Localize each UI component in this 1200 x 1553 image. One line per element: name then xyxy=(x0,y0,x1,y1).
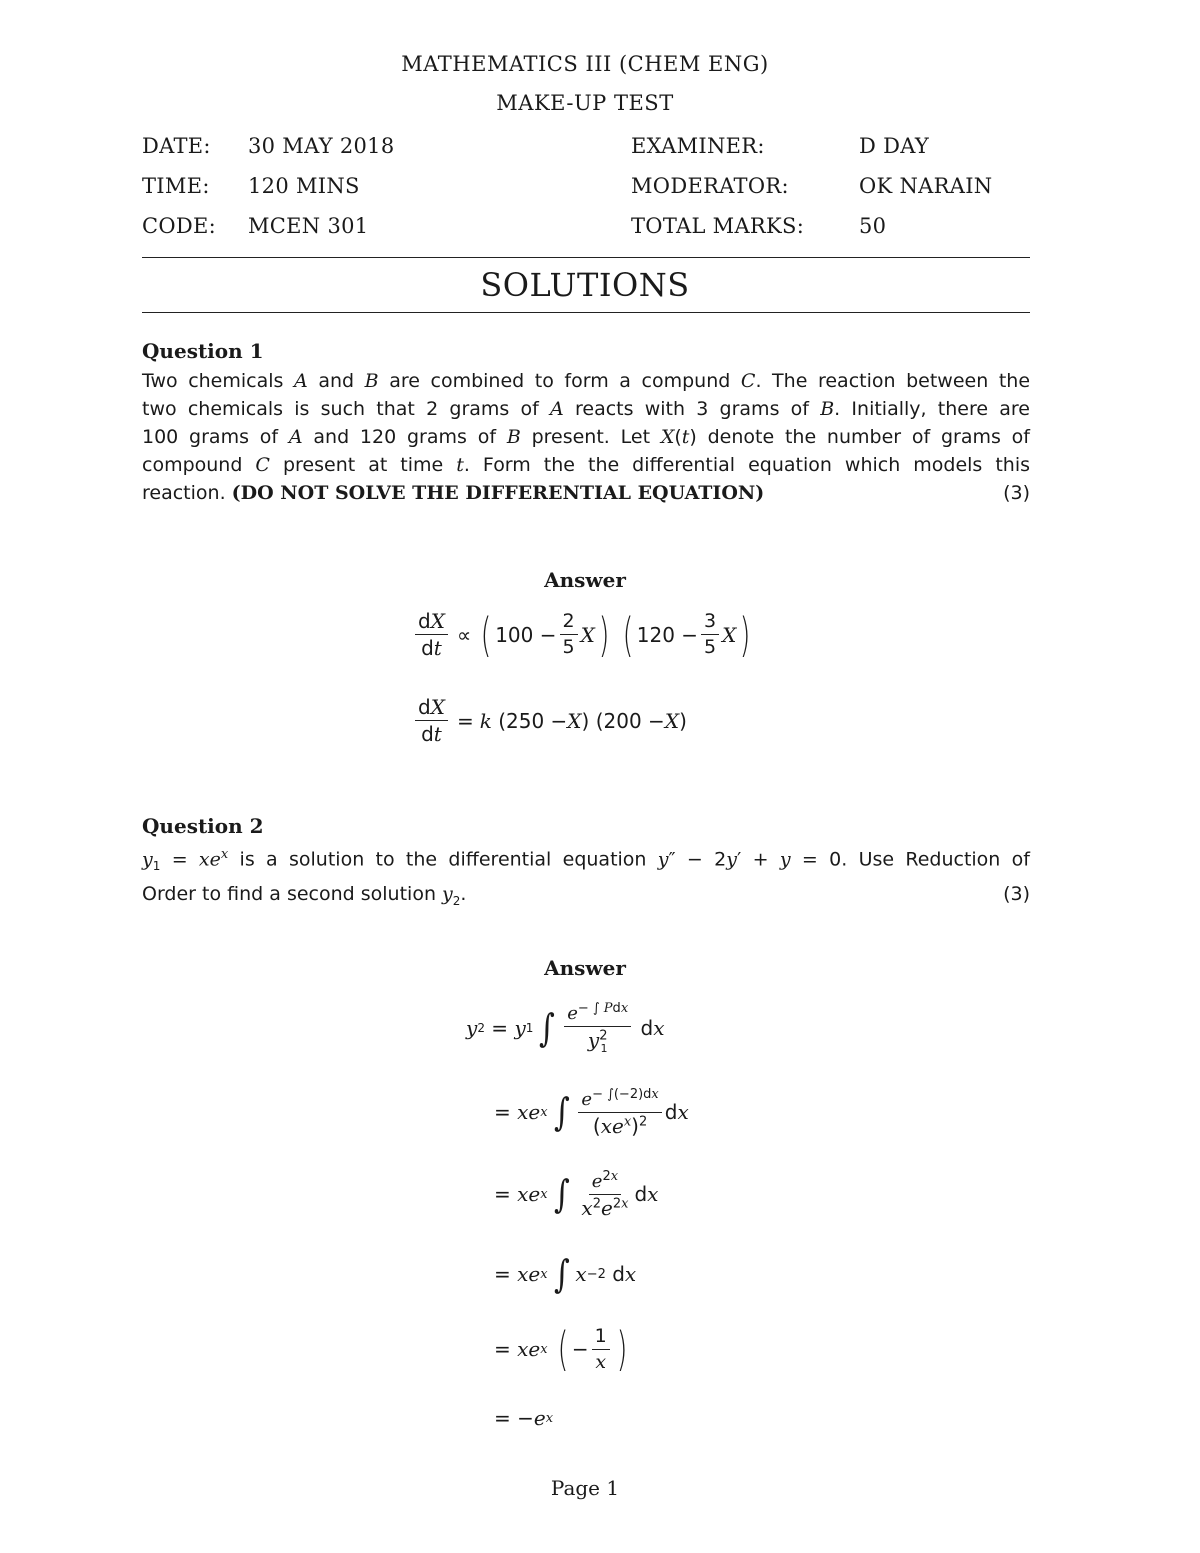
question-2-text: $y_1 = xe^x$ is a solution to the differential equation y″ − 2y′ + y = 0. Use Reduction of Order to find a second solution $y_2$. (3) xyxy=(142,847,1030,908)
examiner-value: D DAY xyxy=(859,134,930,158)
examiner-label: EXAMINER: xyxy=(631,134,765,158)
total-marks-label: TOTAL MARKS: xyxy=(631,214,805,238)
code-value: MCEN 301 xyxy=(248,214,369,238)
code-label: CODE: xyxy=(142,214,217,238)
total-marks-value: 50 xyxy=(859,214,887,238)
question-1-marks: (3) xyxy=(1003,482,1030,504)
date-label: DATE: xyxy=(142,134,211,158)
time-label: TIME: xyxy=(142,174,210,198)
question-1-title: Question 1 xyxy=(142,339,264,363)
q2-step-6: = − e x xyxy=(494,1406,554,1430)
q2-step-3: = xe x ∫ $\frac{e^{2x}}{x^2e^{2x}}$ d x xyxy=(494,1169,659,1220)
course-title: MATHEMATICS III (CHEM ENG) xyxy=(401,52,769,76)
question-2-marks: (3) xyxy=(1003,883,1030,906)
question-1-text: Two chemicals A and B are combined to form a compund C. The reaction between the two chemicals is such that 2 grams of A reacts with 3 grams of B. Initially, there are 100 grams of A and 120 grams of B present. Let X(t) denote the number of grams of compound C present at time t. Form the the differential equation which models this reaction. (DO NOT SOLVE THE DIFFERENTIAL EQUATION) (3) xyxy=(142,367,1030,507)
q1-equation-rate: $\frac{dX}{dt}$ = k (250 − X ) (200 − X ) xyxy=(412,696,687,745)
question-2-answer-heading: Answer xyxy=(544,956,626,980)
question-1-instruction: (DO NOT SOLVE THE DIFFERENTIAL EQUATION) xyxy=(231,482,765,504)
q1-equation-proportional: $\frac{dX}{dt}$ ∝ ( 100 − $\frac{2}{5}$ X ) ( 120 − $\frac{3}{5}$ X ) xyxy=(412,610,754,659)
q2-step-2: = xe x ∫ $\frac{e^{- \int(-2)dx}}{(xe^x)^2}$ d x xyxy=(494,1087,689,1138)
q2-step-1: y 2 = y 1 ∫ $\frac{e^{- \int Pdx}}{y^2_1}$ d x xyxy=(466,1001,665,1055)
q2-step-4: = xe x ∫ x −2 d x xyxy=(494,1252,637,1296)
page-number: Page 1 xyxy=(550,1476,620,1500)
moderator-label: MODERATOR: xyxy=(631,174,789,198)
moderator-value: OK NARAIN xyxy=(859,174,993,198)
top-rule xyxy=(142,257,1030,258)
q2-step-5: = xe x ( − $\frac{1}{x}$ ) xyxy=(494,1322,628,1377)
test-title: MAKE-UP TEST xyxy=(496,91,674,115)
question-1-answer-heading: Answer xyxy=(544,568,626,592)
section-title: SOLUTIONS xyxy=(480,266,690,304)
bottom-rule xyxy=(142,312,1030,313)
time-value: 120 MINS xyxy=(248,174,360,198)
question-2-title: Question 2 xyxy=(142,814,264,838)
date-value: 30 MAY 2018 xyxy=(248,134,395,158)
